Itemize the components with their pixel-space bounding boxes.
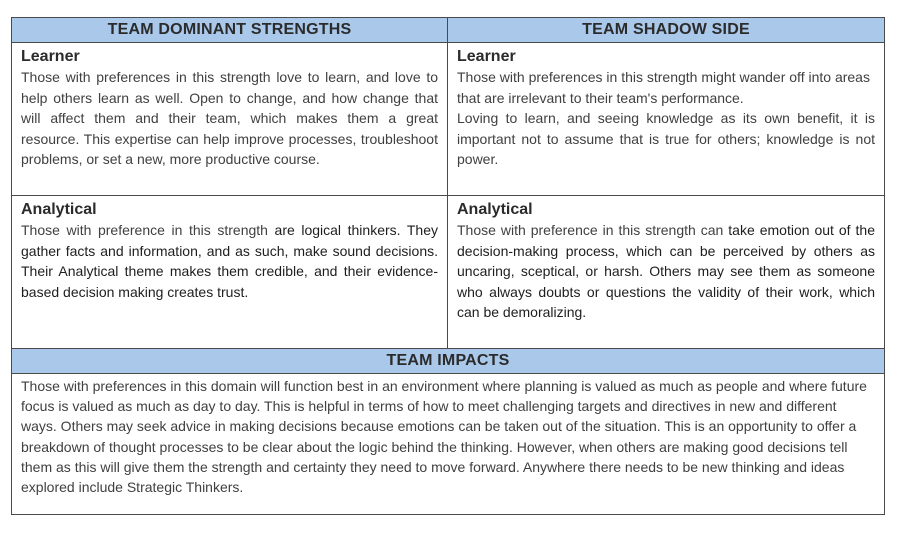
impacts-text: Those with preferences in this domain will function best in an environment where planning is valued as much as people and where future focus is valued as much as day to day. This is helpful in terms of how to meet challenging targets and directives in new and different ways. Others may seek advice in making decisions because emotions can be taken out of the situation. This is an opportunity to offer a breakdown of thought processes to be clear about the logic behind the thinking. However, when others are making good decisions tell them as this will give them the strength and certainty they need to move forward. Anywhere there needs to be new thinking and ideas explored include Strategic Thinkers.: [21, 378, 867, 496]
learner-shadow-title: Learner: [457, 48, 516, 65]
impacts-header-row: [12, 349, 885, 374]
analytical-shadow-text: [457, 220, 875, 323]
analytical-strength-title: Analytical: [21, 201, 97, 218]
analytical-strength-text-b: are logical thinkers. They gather facts and information, and as such, make sound decisions. Their Analytical theme makes them credible, and their evidence-based decision making creates trust.: [21, 222, 438, 300]
strengths-table: [11, 17, 885, 515]
impacts-row: [12, 374, 885, 515]
header-shadow-side: TEAM SHADOW SIDE: [448, 18, 885, 43]
learner-strength-cell: [12, 43, 448, 196]
analytical-strength-text-a: Those with preference in this strength: [21, 222, 275, 238]
impacts-cell: [12, 374, 885, 515]
learner-strength-title: Learner: [21, 48, 80, 65]
analytical-shadow-text-a: Those with preference in this strength can: [457, 222, 729, 238]
header-dominant-strengths: TEAM DOMINANT STRENGTHS: [12, 18, 448, 43]
analytical-shadow-cell: [448, 196, 885, 349]
header-row: [12, 18, 885, 43]
analytical-strength-text: [21, 220, 438, 302]
learner-shadow-cell: [448, 43, 885, 196]
learner-row: [12, 43, 885, 196]
learner-shadow-text-2: Loving to learn, and seeing knowledge as its own benefit, it is important not to assume that is true for others; knowledge is not power.: [457, 110, 875, 168]
analytical-row: [12, 196, 885, 349]
analytical-shadow-text-b: take emotion out of the decision-making process, which can be perceived by others as uncaring, sceptical, or harsh. Others may see them as someone who always doubts or questions the validity of their work, which can be demoralizing.: [457, 222, 875, 321]
learner-shadow-text-1: Those with preferences in this strength might wander off into areas that are irrelevant to their team's performance.: [457, 69, 870, 106]
learner-strength-text: Those with preferences in this strength love to learn, and love to help others learn as well. Open to change, and how change that will affect them and their team, which makes them a great resource. This expertise can help improve processes, troubleshoot problems, or set a new, more productive course.: [21, 69, 438, 168]
header-team-impacts: TEAM IMPACTS: [12, 349, 885, 374]
analytical-shadow-title: Analytical: [457, 201, 533, 218]
analytical-strength-cell: [12, 196, 448, 349]
